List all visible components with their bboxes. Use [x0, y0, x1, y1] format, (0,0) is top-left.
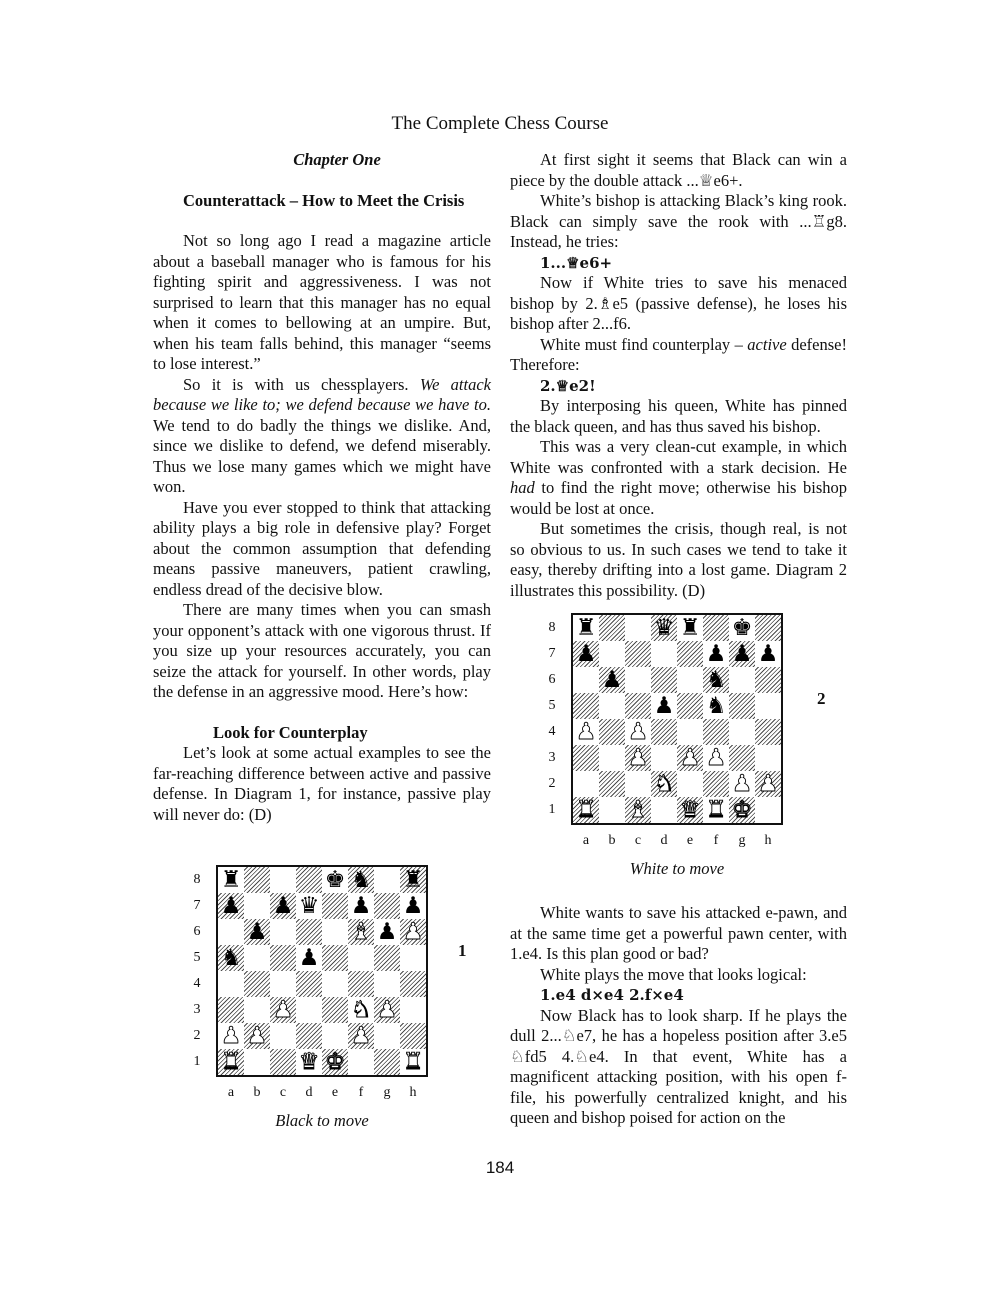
rank-label: 8 — [548, 620, 556, 635]
square-d2 — [651, 771, 677, 797]
file-label: e — [331, 1085, 339, 1100]
square-f7 — [703, 641, 729, 667]
square-f8 — [348, 867, 374, 893]
square-h1 — [400, 1049, 426, 1075]
black-pawn-icon: ♟ — [272, 893, 294, 919]
paragraph: White plays the move that looks logical: — [540, 964, 807, 984]
rank-label: 6 — [193, 924, 201, 939]
square-c6 — [270, 919, 296, 945]
file-label: b — [608, 833, 616, 848]
square-c1 — [625, 797, 651, 823]
square-f3 — [703, 745, 729, 771]
square-e4 — [322, 971, 348, 997]
square-f1 — [703, 797, 729, 823]
black-pawn-icon: ♟ — [246, 919, 268, 945]
file-label: f — [358, 1085, 364, 1100]
white-pawn-icon: ♟ — [402, 919, 424, 945]
square-g3 — [374, 997, 400, 1023]
rank-label: 1 — [193, 1054, 201, 1069]
square-b2 — [244, 1023, 270, 1049]
move-notation: 1...♕e6+ — [540, 253, 613, 272]
square-d7 — [296, 893, 322, 919]
rank-label: 5 — [193, 950, 201, 965]
square-d5 — [296, 945, 322, 971]
square-c3 — [625, 745, 651, 771]
move-notation: 2.♕e2! — [540, 376, 596, 395]
square-g2 — [374, 1023, 400, 1049]
square-e5 — [322, 945, 348, 971]
white-pawn-icon: ♟ — [575, 719, 597, 745]
square-g5 — [374, 945, 400, 971]
rank-label: 3 — [548, 750, 556, 765]
square-b8 — [599, 615, 625, 641]
square-h2 — [400, 1023, 426, 1049]
square-g8 — [374, 867, 400, 893]
chessboard — [216, 865, 428, 1077]
square-h4 — [755, 719, 781, 745]
square-a1 — [218, 1049, 244, 1075]
diagram-caption: Black to move — [275, 1111, 369, 1130]
square-d7 — [651, 641, 677, 667]
square-f5 — [348, 945, 374, 971]
square-e5 — [677, 693, 703, 719]
white-pawn-icon: ♟ — [350, 1023, 372, 1049]
square-c4 — [625, 719, 651, 745]
square-a7 — [218, 893, 244, 919]
file-label: b — [253, 1085, 261, 1100]
black-knight-icon: ♞ — [705, 693, 727, 719]
square-d4 — [296, 971, 322, 997]
black-pawn-icon: ♟ — [402, 893, 424, 919]
square-b7 — [244, 893, 270, 919]
diagram-number: 1 — [458, 941, 467, 960]
square-d1 — [296, 1049, 322, 1075]
square-c7 — [625, 641, 651, 667]
square-a2 — [573, 771, 599, 797]
white-queen-icon: ♛ — [679, 797, 701, 823]
square-h1 — [755, 797, 781, 823]
square-c3 — [270, 997, 296, 1023]
square-e4 — [677, 719, 703, 745]
square-a3 — [218, 997, 244, 1023]
square-a2 — [218, 1023, 244, 1049]
square-b1 — [599, 797, 625, 823]
square-e2 — [677, 771, 703, 797]
square-b4 — [599, 719, 625, 745]
square-e7 — [677, 641, 703, 667]
page-number: 184 — [485, 1158, 515, 1177]
paragraph: Now Black has to look sharp. If he plays the dull 2...♘e7, he has a hopeless position after 3.e5 ♘fd5 4.♘e4. In that event, White has a magnificent attacking position, with his open f-file, his powerfully centralized knight, and his queen and bishop poised for action on the — [510, 1005, 847, 1127]
square-d2 — [296, 1023, 322, 1049]
white-pawn-icon: ♟ — [220, 1023, 242, 1049]
rank-label: 2 — [193, 1028, 201, 1043]
square-g4 — [729, 719, 755, 745]
paragraph: Let’s look at some actual examples to see the far-reaching difference between active and passive defense. In Diagram 1, for instance, passive play will never do: (D) — [153, 743, 491, 824]
square-a6 — [218, 919, 244, 945]
square-b3 — [599, 745, 625, 771]
square-d1 — [651, 797, 677, 823]
square-c1 — [270, 1049, 296, 1075]
file-label: h — [764, 833, 772, 848]
black-knight-icon: ♞ — [220, 945, 242, 971]
black-king-icon: ♚ — [324, 867, 346, 893]
chess-diagram-2 — [545, 611, 845, 881]
square-d5 — [651, 693, 677, 719]
square-e3 — [677, 745, 703, 771]
square-h7 — [400, 893, 426, 919]
white-knight-icon: ♞ — [350, 997, 372, 1023]
square-d3 — [296, 997, 322, 1023]
white-pawn-icon: ♟ — [272, 997, 294, 1023]
square-h5 — [400, 945, 426, 971]
square-c2 — [625, 771, 651, 797]
square-e8 — [322, 867, 348, 893]
file-label: a — [582, 833, 590, 848]
square-d8 — [296, 867, 322, 893]
square-h6 — [400, 919, 426, 945]
white-rook-icon: ♜ — [575, 797, 597, 823]
white-king-icon: ♚ — [324, 1049, 346, 1075]
rank-label: 2 — [548, 776, 556, 791]
square-a3 — [573, 745, 599, 771]
square-b4 — [244, 971, 270, 997]
black-pawn-icon: ♟ — [731, 641, 753, 667]
diagram-number: 2 — [817, 689, 826, 708]
square-g3 — [729, 745, 755, 771]
square-g1 — [729, 797, 755, 823]
black-rook-icon: ♜ — [402, 867, 424, 893]
chessboard — [571, 613, 783, 825]
square-g6 — [374, 919, 400, 945]
white-pawn-icon: ♟ — [679, 745, 701, 771]
section-title: Counterattack – How to Meet the Crisis — [183, 190, 465, 210]
square-g7 — [729, 641, 755, 667]
file-label: e — [686, 833, 694, 848]
square-h7 — [755, 641, 781, 667]
file-label: a — [227, 1085, 235, 1100]
square-a8 — [573, 615, 599, 641]
white-king-icon: ♚ — [731, 797, 753, 823]
square-c4 — [270, 971, 296, 997]
rank-label: 4 — [193, 976, 201, 991]
file-label: h — [409, 1085, 417, 1100]
square-f7 — [348, 893, 374, 919]
black-knight-icon: ♞ — [705, 667, 727, 693]
square-b7 — [599, 641, 625, 667]
square-g1 — [374, 1049, 400, 1075]
white-pawn-icon: ♟ — [376, 997, 398, 1023]
square-h4 — [400, 971, 426, 997]
file-label: g — [383, 1085, 391, 1100]
white-pawn-icon: ♟ — [627, 745, 649, 771]
black-queen-icon: ♛ — [298, 893, 320, 919]
paragraph: There are many times when you can smash your opponent’s attack with one vigorous thrust. If you size up your resources accurately, you can seize the attack for yourself. In other words, play the defense in an aggressive mood. Here’s how: — [153, 600, 491, 701]
black-queen-icon: ♛ — [653, 615, 675, 641]
white-rook-icon: ♜ — [220, 1049, 242, 1075]
square-f8 — [703, 615, 729, 641]
square-d8 — [651, 615, 677, 641]
white-pawn-icon: ♟ — [627, 719, 649, 745]
paragraph: This was a very clean-cut example, in which White was confronted with a stark decision. He had to find the right move; otherwise his bishop would be lost at once. — [510, 437, 847, 518]
white-pawn-icon: ♟ — [757, 771, 779, 797]
square-g6 — [729, 667, 755, 693]
move-notation: 1.e4 d×e4 2.f×e4 — [540, 986, 684, 1004]
paragraph: White wants to save his attacked e-pawn, and at the same time get a powerful pawn center, with 1.e4. Is this plan good or bad? — [510, 903, 847, 963]
square-e6 — [322, 919, 348, 945]
square-c7 — [270, 893, 296, 919]
square-b1 — [244, 1049, 270, 1075]
square-h8 — [400, 867, 426, 893]
paragraph: So it is with us chessplayers. We attack because we like to; we defend because we have to. We tend to do badly the things we dislike. And, since we dislike to defend, we defend miserably. Thus we lose many games which we might have won. — [153, 374, 491, 496]
square-e6 — [677, 667, 703, 693]
black-rook-icon: ♜ — [575, 615, 597, 641]
running-header: The Complete Chess Course — [391, 113, 609, 134]
square-b6 — [599, 667, 625, 693]
black-pawn-icon: ♟ — [601, 667, 623, 693]
rank-label: 5 — [548, 698, 556, 713]
square-g5 — [729, 693, 755, 719]
black-pawn-icon: ♟ — [653, 693, 675, 719]
square-e7 — [322, 893, 348, 919]
square-c8 — [270, 867, 296, 893]
black-rook-icon: ♜ — [679, 615, 701, 641]
paragraph: By interposing his queen, White has pinned the black queen, and has thus saved his bishop. — [510, 396, 847, 436]
black-rook-icon: ♜ — [220, 867, 242, 893]
square-b2 — [599, 771, 625, 797]
paragraph: But sometimes the crisis, though real, is not so obvious to us. In such cases we tend to take it easy, thereby drifting into a lost game. Diagram 2 illustrates this possibility. (D) — [510, 519, 847, 600]
square-f1 — [348, 1049, 374, 1075]
square-g4 — [374, 971, 400, 997]
rank-label: 6 — [548, 672, 556, 687]
rank-label: 1 — [548, 802, 556, 817]
square-f6 — [703, 667, 729, 693]
file-label: d — [305, 1085, 313, 1100]
square-h2 — [755, 771, 781, 797]
square-f5 — [703, 693, 729, 719]
square-c5 — [270, 945, 296, 971]
square-f2 — [703, 771, 729, 797]
paragraph: Not so long ago I read a magazine article about a baseball manager who is famous for his fighting spirit and aggressiveness. I was not surprised to learn that this manager has no equal when it comes to bellowing at an umpire. But, when his team falls behind, this manager “seems to lose interest.” — [153, 231, 491, 373]
square-a4 — [218, 971, 244, 997]
square-a5 — [573, 693, 599, 719]
square-a1 — [573, 797, 599, 823]
square-c2 — [270, 1023, 296, 1049]
square-d3 — [651, 745, 677, 771]
black-pawn-icon: ♟ — [757, 641, 779, 667]
white-queen-icon: ♛ — [298, 1049, 320, 1075]
square-g7 — [374, 893, 400, 919]
square-a5 — [218, 945, 244, 971]
rank-label: 3 — [193, 1002, 201, 1017]
file-label: c — [634, 833, 642, 848]
square-h3 — [755, 745, 781, 771]
white-rook-icon: ♜ — [402, 1049, 424, 1075]
square-a6 — [573, 667, 599, 693]
white-pawn-icon: ♟ — [246, 1023, 268, 1049]
subheading: Look for Counterplay — [213, 722, 368, 742]
square-h6 — [755, 667, 781, 693]
black-pawn-icon: ♟ — [575, 641, 597, 667]
white-rook-icon: ♜ — [705, 797, 727, 823]
square-f6 — [348, 919, 374, 945]
square-c8 — [625, 615, 651, 641]
square-f4 — [703, 719, 729, 745]
left-column — [153, 150, 491, 825]
square-c5 — [625, 693, 651, 719]
square-d6 — [651, 667, 677, 693]
right-column-top — [510, 150, 847, 601]
paragraph: White must find counterplay – active defense! Therefore: — [510, 334, 847, 374]
square-b3 — [244, 997, 270, 1023]
square-f2 — [348, 1023, 374, 1049]
square-a4 — [573, 719, 599, 745]
paragraph: White’s bishop is attacking Black’s king rook. Black can simply save the rook with ...♖g8. Instead, he tries: — [510, 191, 847, 251]
square-a7 — [573, 641, 599, 667]
diagram-caption: White to move — [629, 859, 725, 878]
right-column-bottom — [510, 903, 847, 1129]
square-e2 — [322, 1023, 348, 1049]
rank-label: 7 — [193, 898, 201, 913]
square-c6 — [625, 667, 651, 693]
square-b5 — [599, 693, 625, 719]
square-d4 — [651, 719, 677, 745]
white-pawn-icon: ♟ — [705, 745, 727, 771]
paragraph: Have you ever stopped to think that attacking ability plays a big role in defensive play? Forget about the common assumption that defending means passive maneuvers, patient crawling, endless dread of the decisive blow. — [153, 497, 491, 599]
black-pawn-icon: ♟ — [298, 945, 320, 971]
file-label: f — [713, 833, 719, 848]
chess-diagram-1 — [188, 863, 488, 1133]
square-b5 — [244, 945, 270, 971]
white-bishop-icon: ♝ — [627, 797, 649, 823]
square-g2 — [729, 771, 755, 797]
white-bishop-icon: ♝ — [350, 919, 372, 945]
square-f3 — [348, 997, 374, 1023]
square-g8 — [729, 615, 755, 641]
square-h3 — [400, 997, 426, 1023]
white-knight-icon: ♞ — [653, 771, 675, 797]
square-d6 — [296, 919, 322, 945]
square-e3 — [322, 997, 348, 1023]
black-king-icon: ♚ — [731, 615, 753, 641]
rank-label: 7 — [548, 646, 556, 661]
square-e8 — [677, 615, 703, 641]
square-a8 — [218, 867, 244, 893]
square-h8 — [755, 615, 781, 641]
square-e1 — [677, 797, 703, 823]
rank-label: 4 — [548, 724, 556, 739]
black-knight-icon: ♞ — [350, 867, 372, 893]
square-f4 — [348, 971, 374, 997]
chapter-label: Chapter One — [293, 150, 381, 169]
file-label: c — [279, 1085, 287, 1100]
black-pawn-icon: ♟ — [376, 919, 398, 945]
file-label: g — [738, 833, 746, 848]
rank-label: 8 — [193, 872, 201, 887]
paragraph: At first sight it seems that Black can win a piece by the double attack ...♕e6+. — [510, 150, 847, 190]
white-pawn-icon: ♟ — [731, 771, 753, 797]
square-b8 — [244, 867, 270, 893]
black-pawn-icon: ♟ — [220, 893, 242, 919]
black-pawn-icon: ♟ — [350, 893, 372, 919]
black-pawn-icon: ♟ — [705, 641, 727, 667]
paragraph: Now if White tries to save his menaced bishop by 2.♗e5 (passive defense), he loses his bishop after 2...f6. — [510, 273, 847, 333]
file-label: d — [660, 833, 668, 848]
square-h5 — [755, 693, 781, 719]
square-b6 — [244, 919, 270, 945]
square-e1 — [322, 1049, 348, 1075]
